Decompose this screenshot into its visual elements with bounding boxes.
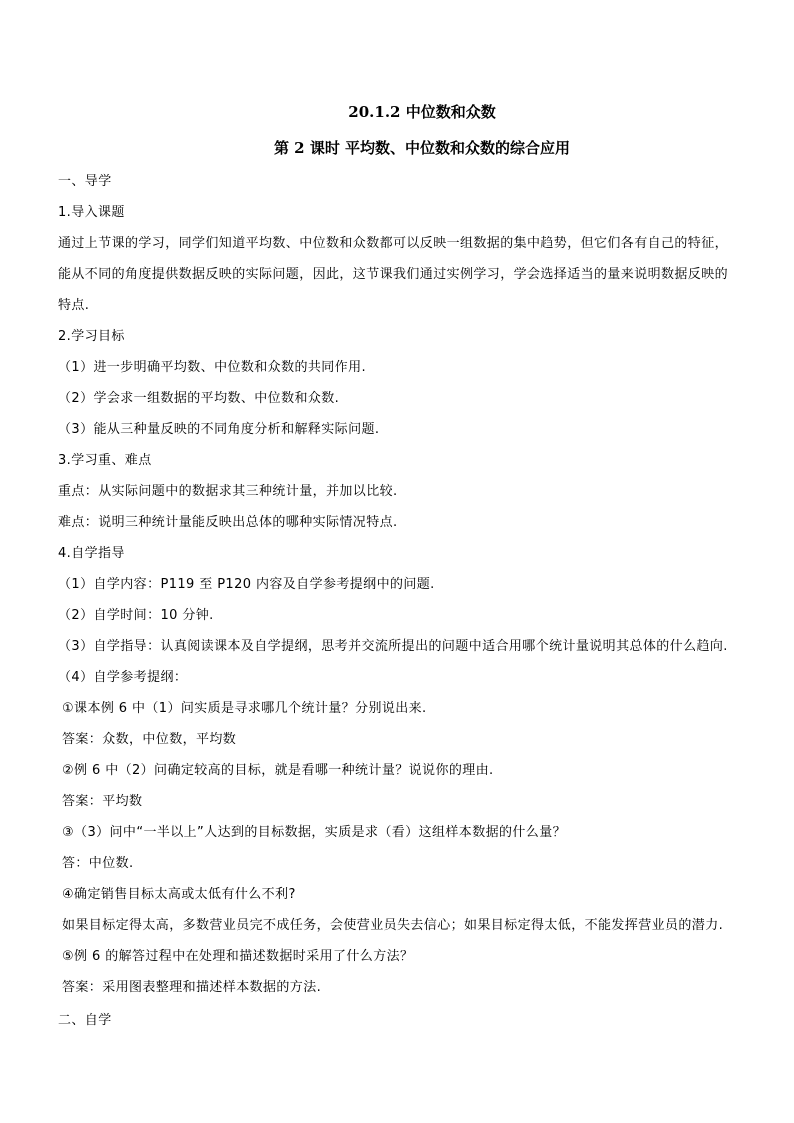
answer-line: 答案：众数，中位数，平均数 — [62, 732, 237, 747]
paragraph-line: 能从不同的角度提供数据反映的实际问题，因此，这节课我们通过实例学习，学会选择适当的量来说明数据反映的 — [58, 267, 729, 282]
subsection-heading: 2.学习目标 — [58, 329, 125, 344]
list-item: （2）自学时间：10 分钟. — [58, 608, 214, 623]
section-heading: 一、导学 — [58, 174, 112, 189]
paragraph-line: 通过上节课的学习，同学们知道平均数、中位数和众数都可以反映一组数据的集中趋势，但它们各有自己的特征， — [58, 236, 729, 251]
paragraph-line: 特点. — [58, 298, 90, 313]
list-item: （2）学会求一组数据的平均数、中位数和众数. — [58, 391, 340, 406]
subsection-heading: 1.导入课题 — [58, 205, 125, 220]
subsection-heading: 4.自学指导 — [58, 546, 125, 561]
answer-line: 答案：采用图表整理和描述样本数据的方法. — [62, 980, 322, 995]
answer-line: 答：中位数. — [62, 856, 134, 871]
answer-line: 如果目标定得太高，多数营业员完不成任务，会使营业员失去信心；如果目标定得太低，不能发挥营业员的潜力. — [62, 918, 724, 933]
list-item: （3）能从三种量反映的不同角度分析和解释实际问题. — [58, 422, 380, 437]
list-item: （3）自学指导：认真阅读课本及自学提纲，思考并交流所提出的问题中适合用哪个统计量说明其总体的什么趋向. — [58, 639, 728, 654]
list-item: （1）进一步明确平均数、中位数和众数的共同作用. — [58, 360, 367, 375]
list-item: （1）自学内容：P119 至 P120 内容及自学参考提纲中的问题. — [58, 577, 435, 592]
paragraph-line: 难点：说明三种统计量能反映出总体的哪种实际情况特点. — [58, 515, 398, 530]
question-line: ⑤例 6 的解答过程中在处理和描述数据时采用了什么方法？ — [62, 949, 414, 964]
paragraph-line: 重点：从实际问题中的数据求其三种统计量，并加以比较. — [58, 484, 398, 499]
subsection-heading: 3.学习重、难点 — [58, 453, 152, 468]
question-line: ④确定销售目标太高或太低有什么不利? — [62, 887, 296, 902]
answer-line: 答案：平均数 — [62, 794, 143, 809]
page-subtitle: 第 2 课时 平均数、中位数和众数的综合应用 — [273, 139, 571, 157]
question-line: ③（3）问中“一半以上”人达到的目标数据，实质是求（看）这组样本数据的什么量？ — [62, 825, 566, 840]
question-line: ②例 6 中（2）问确定较高的目标，就是看哪一种统计量？说说你的理由. — [62, 763, 494, 778]
list-item: （4）自学参考提纲： — [58, 670, 188, 685]
section-heading: 二、自学 — [58, 1013, 112, 1028]
page-title: 20.1.2 中位数和众数 — [348, 103, 496, 121]
question-line: ①课本例 6 中（1）问实质是寻求哪几个统计量？分别说出来. — [62, 701, 427, 716]
